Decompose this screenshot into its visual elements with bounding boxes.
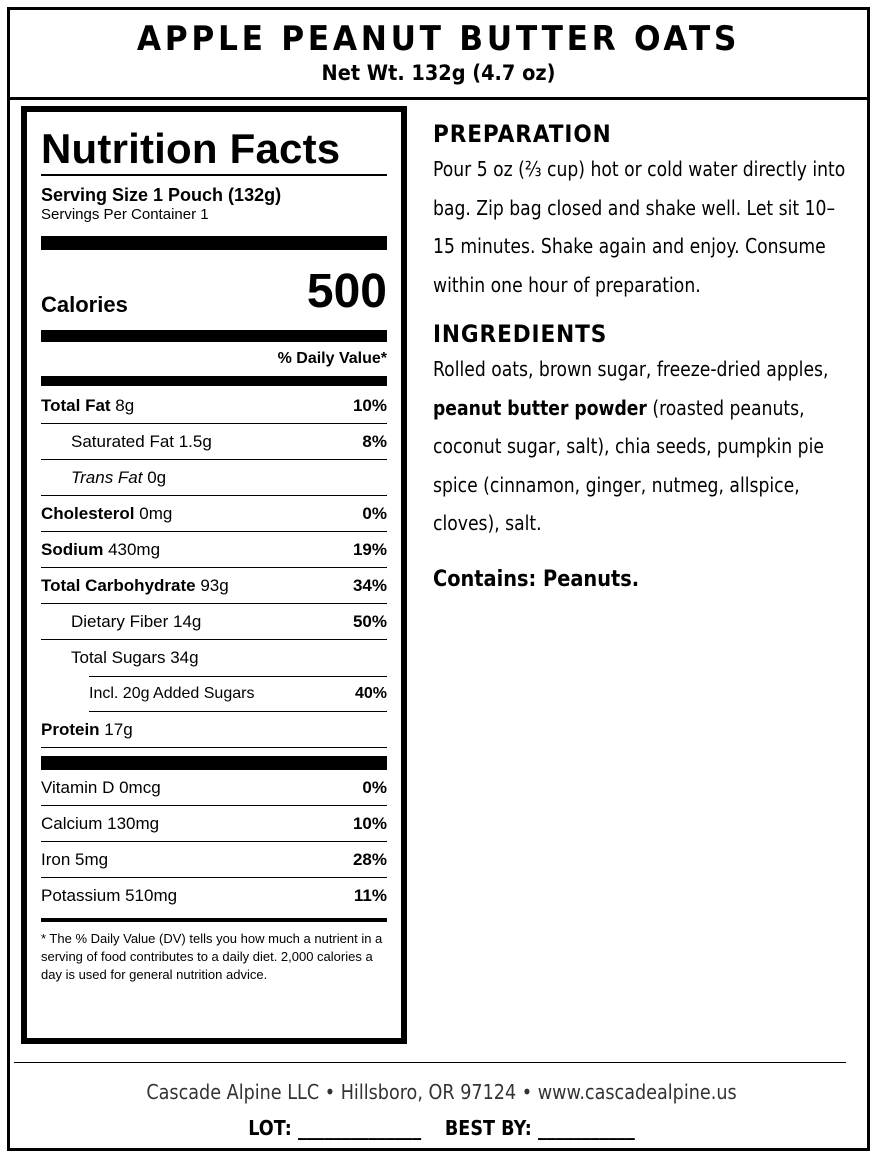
nutrient-dv: 40% <box>354 685 387 702</box>
nutrient-label: Total Sugars 34g <box>71 648 199 667</box>
nutrient-row-total-sugars <box>41 640 387 676</box>
vitamin-label: Potassium 510mg <box>41 886 178 905</box>
ingredients-bold-item: peanut butter powder <box>433 395 647 420</box>
thick-divider <box>41 236 387 250</box>
daily-value-header: % Daily Value* <box>277 350 387 367</box>
nutrient-amount: 0g <box>142 467 167 487</box>
divider <box>41 174 387 176</box>
calories-label: Calories <box>41 292 128 317</box>
nutrient-dv: 8% <box>362 431 387 451</box>
calories-value: 500 <box>306 265 387 318</box>
nutrient-row-dietary-fiber <box>41 604 387 640</box>
nutrient-label: Incl. 20g Added Sugars <box>89 685 255 702</box>
net-weight: Net Wt. 132g (4.7 oz) <box>321 61 556 85</box>
nutrient-label: Trans Fat <box>71 467 143 487</box>
vitamin-row-calcium <box>41 806 387 842</box>
vitamin-label: Vitamin D 0mcg <box>41 777 161 797</box>
nutrient-label: Saturated Fat 1.5g <box>71 431 212 451</box>
servings-per-container: Servings Per Container 1 <box>41 206 209 223</box>
vitamin-row-iron <box>41 842 387 878</box>
nutrient-dv: 34% <box>352 575 387 595</box>
lot-field: LOT: ______________ <box>248 1116 422 1140</box>
thick-divider <box>41 330 387 342</box>
vitamin-dv: 11% <box>353 886 387 905</box>
nutrient-dv: 10% <box>352 395 387 415</box>
ingredients-text-before: Rolled oats, brown sugar, freeze-dried apples, <box>433 357 829 381</box>
thick-divider <box>41 756 387 770</box>
preparation-text: Pour 5 oz (⅔ cup) hot or cold water directly into bag. Zip bag closed and shake well. Let sit 10–15 minutes. Shake again and enjoy. Consume within one hour of preparation. <box>433 157 846 297</box>
ingredients-text <box>433 350 854 543</box>
nutrient-row-saturated-fat <box>41 424 387 460</box>
nutrient-label: Sodium <box>41 539 104 559</box>
calories-row <box>41 250 387 330</box>
nutrient-amount: 0mg <box>134 503 173 523</box>
nutrition-facts-panel <box>21 106 407 1044</box>
nutrition-facts-title: Nutrition Facts <box>41 125 341 172</box>
right-column <box>433 118 853 595</box>
label-header <box>10 10 867 100</box>
nutrient-row-added-sugars <box>89 676 387 712</box>
nutrient-amount: 8g <box>110 395 135 415</box>
medium-divider <box>41 376 387 386</box>
nutrient-label: Cholesterol <box>41 503 135 523</box>
vitamin-dv: 28% <box>352 849 387 869</box>
best-by-field: BEST BY: ___________ <box>444 1116 635 1140</box>
nutrient-label: Total Carbohydrate <box>41 575 196 595</box>
serving-size: Serving Size 1 Pouch (132g) <box>41 185 282 205</box>
ingredients-heading: INGREDIENTS <box>433 320 608 348</box>
nutrient-amount: 17g <box>99 719 133 739</box>
nutrient-dv: 0% <box>362 503 387 523</box>
nutrient-row-total-carbohydrate <box>41 568 387 604</box>
footer-divider <box>14 1062 846 1063</box>
nutrient-row-total-fat <box>41 388 387 424</box>
nutrient-dv: 50% <box>352 611 387 631</box>
nutrient-label: Dietary Fiber 14g <box>71 611 202 631</box>
nutrient-row-trans-fat <box>41 460 387 496</box>
nutrient-row-cholesterol <box>41 496 387 532</box>
nutrient-amount: 93g <box>195 575 229 595</box>
allergen-statement: Contains: Peanuts. <box>433 566 640 592</box>
product-title: APPLE PEANUT BUTTER OATS <box>136 19 741 59</box>
nutrient-row-protein <box>41 712 387 748</box>
vitamin-dv: 0% <box>362 777 387 797</box>
vitamin-label: Iron 5mg <box>41 849 109 869</box>
nutrient-amount: 430mg <box>103 539 161 559</box>
vitamin-row-vitamin-d <box>41 770 387 806</box>
nutrient-dv: 19% <box>352 539 387 559</box>
nutrient-row-sodium <box>41 532 387 568</box>
ingredients-text-after: (roasted peanuts, coconut sugar, salt), chia seeds, pumpkin pie spice (cinnamon, ginger, nutmeg, allspice, cloves), salt. <box>433 395 824 535</box>
vitamin-row-potassium <box>41 878 387 914</box>
nutrient-label: Total Fat <box>41 395 111 415</box>
company-info: Cascade Alpine LLC • Hillsboro, OR 97124 • www.cascadealpine.us <box>146 1080 737 1104</box>
preparation-heading: PREPARATION <box>433 120 612 148</box>
daily-value-footnote: * The % Daily Value (DV) tells you how much a nutrient in a serving of food contributes to a daily diet. 2,000 calories a day is used for general nutrition advice. <box>41 931 383 982</box>
vitamin-dv: 10% <box>352 813 387 833</box>
nutrient-label: Protein <box>41 719 100 739</box>
vitamin-label: Calcium 130mg <box>41 813 160 833</box>
lot-bestby-line <box>53 1116 830 1140</box>
